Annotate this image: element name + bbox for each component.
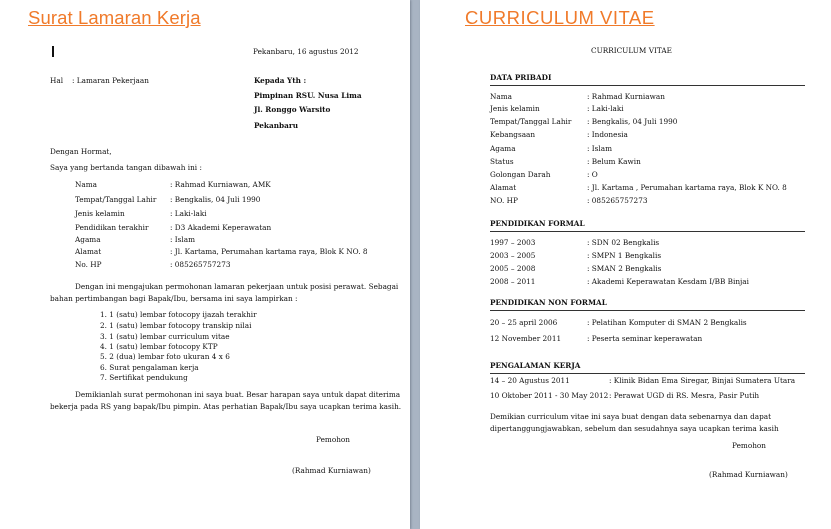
signature-label: Pemohon: [732, 441, 767, 450]
attachment-item: 4. 1 (satu) lembar fotocopy KTP: [100, 342, 218, 351]
field-value: : 085265757273: [170, 260, 231, 269]
cv-field-value: : SDN 02 Bengkalis: [587, 238, 660, 247]
field-label: Agama: [75, 235, 101, 244]
cv-field-value: : Indonesia: [587, 130, 628, 139]
attachment-item: 1. 1 (satu) lembar fotocopy ijazah terakhir: [100, 310, 257, 319]
cv-banner: CURRICULUM VITAE: [465, 7, 655, 28]
hal-value: : Lamaran Pekerjaan: [72, 76, 149, 85]
cv-field-value: : Akademi Keperawatan Kesdam I/BB Binjai: [587, 277, 749, 286]
section-divider: [490, 85, 805, 86]
cv-field-value: : Belum Kawin: [587, 157, 641, 166]
section-heading: PENDIDIKAN NON FORMAL: [490, 298, 607, 307]
cv-field-label: NO. HP: [490, 196, 518, 205]
cv-field-label: 2008 – 2011: [490, 277, 536, 286]
cv-field-label: 12 November 2011: [490, 334, 562, 343]
cv-field-label: Nama: [490, 92, 513, 101]
cv-field-label: 14 – 20 Agustus 2011: [490, 376, 570, 385]
closing-line: Demikian curriculum vitae ini saya buat dengan data sebenarnya dan dapat: [490, 412, 772, 421]
cv-title: CURRICULUM VITAE: [591, 46, 672, 55]
letter-heading: Surat Lamaran Kerja: [28, 7, 201, 28]
cv-field-value: : SMAN 2 Bengkalis: [587, 264, 662, 273]
letter-page: [0, 0, 410, 529]
section-divider: [490, 373, 805, 374]
cv-field-label: Golongan Darah: [490, 170, 551, 179]
cv-field-value: : Islam: [587, 144, 613, 153]
cv-field-label: 1997 – 2003: [490, 238, 536, 247]
paragraph-line: Demikianlah surat permohonan ini saya buat. Besar harapan saya untuk dapat diterima: [75, 390, 401, 399]
field-label: Nama: [75, 180, 98, 189]
recipient-line-2: Pimpinan RSU. Nusa Lima: [254, 91, 362, 100]
field-value: : Islam: [170, 235, 196, 244]
cv-field-value: : Bengkalis, 04 Juli 1990: [587, 117, 678, 126]
field-value: : Jl. Kartama, Perumahan kartama raya, Blok K NO. 8: [170, 247, 368, 256]
cv-field-label: Agama: [490, 144, 516, 153]
place-date: Pekanbaru, 16 agustus 2012: [253, 47, 359, 56]
cv-field-value: : Peserta seminar keperawatan: [587, 334, 703, 343]
cv-page: [420, 0, 831, 529]
section-heading: PENDIDIKAN FORMAL: [490, 219, 585, 228]
field-label: Jenis kelamin: [75, 209, 125, 218]
field-label: Alamat: [75, 247, 102, 256]
intro-text: Saya yang bertanda tangan dibawah ini :: [50, 163, 202, 172]
section-heading: PENGALAMAN KERJA: [490, 361, 581, 370]
section-divider: [490, 310, 805, 311]
cv-field-value: : 085265757273: [587, 196, 648, 205]
paragraph-line: Dengan ini mengajukan permohonan lamaran pekerjaan untuk posisi perawat. Sebagai: [75, 282, 399, 291]
section-divider: [490, 231, 805, 232]
recipient-line-3: Jl. Ronggo Warsito: [254, 105, 331, 114]
recipient-line-1: Kepada Yth :: [254, 76, 307, 85]
field-value: : Rahmad Kurniawan, AMK: [170, 180, 271, 189]
cv-field-label: Kebangsaan: [490, 130, 536, 139]
paragraph-line: bekerja pada RS yang bapak/Ibu pimpin. Atas perhatian Bapak/Ibu saya ucapkan terima kasih.: [50, 402, 402, 411]
signature-name: (Rahmad Kurniawan): [709, 470, 788, 479]
attachment-item: 2. 1 (satu) lembar fotocopy transkip nilai: [100, 321, 252, 330]
cv-field-label: Tempat/Tanggal Lahir: [490, 117, 572, 126]
field-value: : Laki-laki: [170, 209, 207, 218]
text-cursor[interactable]: [52, 46, 54, 57]
recipient-line-4: Pekanbaru: [254, 121, 299, 130]
cv-field-value: : Rahmad Kurniawan: [587, 92, 665, 101]
cv-field-value: : Laki-laki: [587, 104, 624, 113]
cv-field-label: 10 Oktober 2011 - 30 May 2012: [490, 391, 609, 400]
field-value: : Bengkalis, 04 Juli 1990: [170, 195, 261, 204]
cv-field-label: 20 – 25 april 2006: [490, 318, 558, 327]
attachment-item: 3. 1 (satu) lembar curriculum vitae: [100, 332, 230, 341]
paragraph-line: bahan pertimbangan bagi Bapak/Ibu, bersama ini saya lampirkan :: [50, 294, 298, 303]
cv-field-label: 2003 – 2005: [490, 251, 536, 260]
greeting: Dengan Hormat,: [50, 147, 112, 156]
cv-field-value: : Jl. Kartama , Perumahan kartama raya, Blok K NO. 8: [587, 183, 787, 192]
cv-field-label: Alamat: [490, 183, 517, 192]
attachment-item: 6. Surat pengalaman kerja: [100, 363, 199, 372]
cv-field-value: : SMPN 1 Bengkalis: [587, 251, 662, 260]
field-value: : D3 Akademi Keperawatan: [170, 223, 272, 232]
cv-field-value: : Klinik Bidan Ema Siregar, Binjai Sumatera Utara: [609, 376, 796, 385]
hal-label: Hal: [50, 76, 64, 85]
attachment-item: 7. Sertifikat pendukung: [100, 373, 188, 382]
cv-field-label: 2005 – 2008: [490, 264, 536, 273]
cv-field-value: : O: [587, 170, 598, 179]
signature-name: (Rahmad Kurniawan): [292, 466, 371, 475]
attachment-item: 5. 2 (dua) lembar foto ukuran 4 x 6: [100, 352, 230, 361]
section-heading: DATA PRIBADI: [490, 73, 552, 82]
field-label: Tempat/Tanggal Lahir: [75, 195, 157, 204]
signature-label: Pemohon: [316, 435, 351, 444]
cv-field-value: : Pelatihan Komputer di SMAN 2 Bengkalis: [587, 318, 747, 327]
cv-field-label: Jenis kelamin: [490, 104, 540, 113]
field-label: Pendidikan terakhir: [75, 223, 149, 232]
closing-line: dipertanggungjawabkan, sebelum dan sesudahnya saya ucapkan terima kasih: [490, 424, 779, 433]
field-label: No. HP: [75, 260, 102, 269]
cv-field-label: Status: [490, 157, 514, 166]
cv-field-value: : Perawat UGD di RS. Mesra, Pasir Putih: [609, 391, 760, 400]
